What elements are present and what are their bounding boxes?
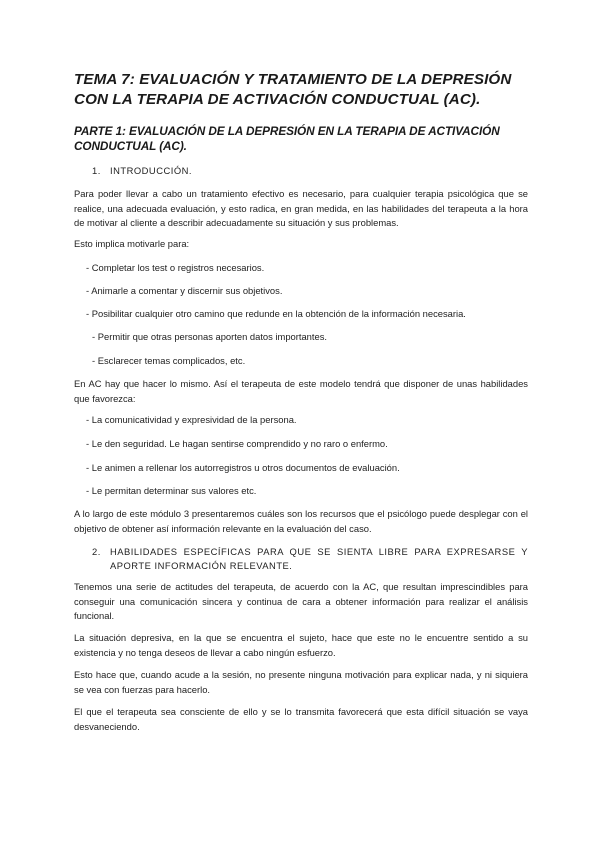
paragraph-no-motivation: Esto hace que, cuando acude a la sesión, no presente ninguna motivación para explicar nada, y ni siquiera se vea con fuerzas para hacerlo. [74, 669, 528, 695]
list-item: - Completar los test o registros necesarios. [86, 262, 265, 273]
section-2-heading [92, 545, 528, 573]
list-item: - Animarle a comentar y discernir sus objetivos. [86, 285, 283, 296]
list-item: - Le permitan determinar sus valores etc. [86, 485, 257, 496]
section-1-number: 1. [92, 165, 101, 176]
paragraph-attitudes: Tenemos una serie de actitudes del terapeuta, de acuerdo con la AC, que resultan imprescindibles para conseguir una comunicación sincera y continua de cara a obtener información para realizar el análisis funcional. [74, 581, 528, 622]
paragraph-depressive-situation: La situación depresiva, en la que se encuentra el sujeto, hace que este no le encuentre sentido a su existencia y no tenga deseos de llevar a cabo ningún esfuerzo. [74, 632, 528, 658]
part-1-heading: PARTE 1: EVALUACIÓN DE LA DEPRESIÓN EN LA TERAPIA DE ACTIVACIÓN CONDUCTUAL (AC). [74, 124, 500, 153]
list-item: - La comunicatividad y expresividad de la persona. [86, 414, 297, 425]
paragraph-ac-skills: En AC hay que hacer lo mismo. Así el terapeuta de este modelo tendrá que disponer de unas habilidades que favorezca: [74, 378, 528, 404]
paragraph-awareness: El que el terapeuta sea consciente de ello y se lo transmita favorecerá que esta difícil situación se vaya desvaneciendo. [74, 706, 528, 732]
section-1-label: INTRODUCCIÓN. [110, 165, 193, 176]
list-item: - Le animen a rellenar los autorregistros u otros documentos de evaluación. [86, 462, 400, 473]
paragraph-intro: Para poder llevar a cabo un tratamiento efectivo es necesario, para cualquier terapia psicológica que se realice, una adecuada evaluación, y esto radica, en gran medida, en las habilidades del terapeuta a la hora de motivar al cliente a describir adecuadamente su situación y sus problemas. [74, 188, 528, 229]
list-item: - Le den seguridad. Le hagan sentirse comprendido y no raro o enfermo. [86, 438, 388, 449]
section-1-heading [92, 164, 528, 178]
paragraph-module-3: A lo largo de este módulo 3 presentaremos cuáles son los recursos que el psicólogo puede desplegar con el objetivo de obtener así información relevante en la evaluación del caso. [74, 508, 528, 534]
sub-list-item: - Esclarecer temas complicados, etc. [92, 355, 246, 366]
section-2-number: 2. [92, 546, 101, 557]
document-title: TEMA 7: EVALUACIÓN Y TRATAMIENTO DE LA DEPRESIÓN CON LA TERAPIA DE ACTIVACIÓN CONDUCTUAL (AC). [74, 71, 512, 108]
list-item: - Posibilitar cualquier otro camino que redunde en la obtención de la información necesaria. [86, 308, 466, 319]
section-2-label: HABILIDADES ESPECÍFICAS PARA QUE SE SIENTA LIBRE PARA EXPRESARSE Y APORTE INFORMACIÓN RELEVANTE. [110, 546, 528, 571]
paragraph-motivate: Esto implica motivarle para: [74, 238, 190, 249]
sub-list-item: - Permitir que otras personas aporten datos importantes. [92, 331, 328, 342]
